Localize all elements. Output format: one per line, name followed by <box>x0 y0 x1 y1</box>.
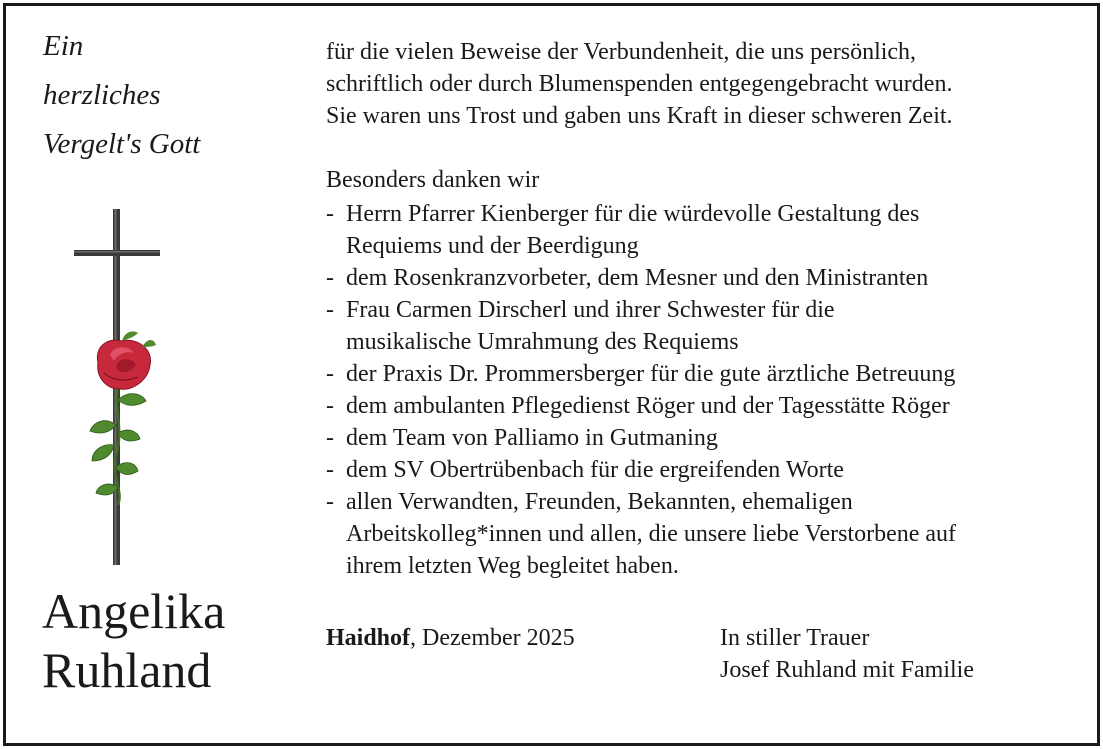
deceased-last-name: Ruhland <box>42 642 212 698</box>
list-item <box>326 486 1076 582</box>
rose-icon <box>97 331 156 389</box>
list-item-line: Requiems und der Beerdigung <box>346 233 639 259</box>
message-body <box>326 36 1076 582</box>
list-item-line: dem ambulanten Pflegedienst Röger und der Tagesstätte Röger <box>346 393 950 419</box>
thanks-list <box>326 198 1076 582</box>
bullet-dash: - <box>326 297 334 323</box>
cross-with-rose-illustration <box>66 205 176 567</box>
intro-line: für die vielen Beweise der Verbundenheit, die uns persönlich, <box>326 39 917 65</box>
list-item <box>326 422 1076 454</box>
bullet-dash: - <box>326 361 334 387</box>
bullet-dash: - <box>326 265 334 291</box>
list-item-line: Arbeitskolleg*innen und allen, die unsere liebe Verstorbene auf <box>346 521 957 547</box>
signoff-line: In stiller Trauer <box>720 625 870 651</box>
bullet-dash: - <box>326 457 334 483</box>
thank-you-heading <box>43 22 200 169</box>
list-item-line: dem SV Obertrübenbach für die ergreifenden Worte <box>346 457 844 483</box>
deceased-first-name: Angelika <box>42 583 226 639</box>
place-name: Haidhof <box>326 625 411 651</box>
heading-line-3: Vergelt's Gott <box>43 128 201 160</box>
intro-line: Sie waren uns Trost und gaben uns Kraft in dieser schweren Zeit. <box>326 103 953 129</box>
list-item-line: der Praxis Dr. Prommersberger für die gute ärztliche Betreuung <box>346 361 956 387</box>
deceased-name <box>42 582 225 700</box>
heading-line-2: herzliches <box>43 79 161 111</box>
bullet-dash: - <box>326 425 334 451</box>
list-item-line: dem Rosenkranzvorbeter, dem Mesner und den Ministranten <box>346 265 929 291</box>
list-item-line: allen Verwandten, Freunden, Bekannten, ehemaligen <box>346 489 853 515</box>
heading-line-1: Ein <box>43 30 84 62</box>
intro-line: schriftlich oder durch Blumenspenden entgegengebracht wurden. <box>326 71 953 97</box>
bullet-dash: - <box>326 489 334 515</box>
signoff <box>720 622 974 686</box>
intro-paragraph <box>326 36 1076 132</box>
list-item <box>326 262 1076 294</box>
list-item <box>326 390 1076 422</box>
list-item-line: Herrn Pfarrer Kienberger für die würdevolle Gestaltung des <box>346 201 920 227</box>
bullet-dash: - <box>326 201 334 227</box>
list-item <box>326 294 1076 358</box>
list-item-line: Frau Carmen Dirscherl und ihrer Schwester für die <box>346 297 835 323</box>
list-item <box>326 358 1076 390</box>
list-item <box>326 454 1076 486</box>
signoff-line: Josef Ruhland mit Familie <box>720 657 974 683</box>
place-and-date <box>326 622 575 654</box>
list-item-line: dem Team von Palliamo in Gutmaning <box>346 425 718 451</box>
list-item-line: musikalische Umrahmung des Requiems <box>346 329 739 355</box>
list-item <box>326 198 1076 262</box>
thanks-lead: Besonders danken wir <box>326 167 540 193</box>
bullet-dash: - <box>326 393 334 419</box>
date-text: , Dezember 2025 <box>410 625 575 651</box>
list-item-line: ihrem letzten Weg begleitet haben. <box>346 553 679 579</box>
